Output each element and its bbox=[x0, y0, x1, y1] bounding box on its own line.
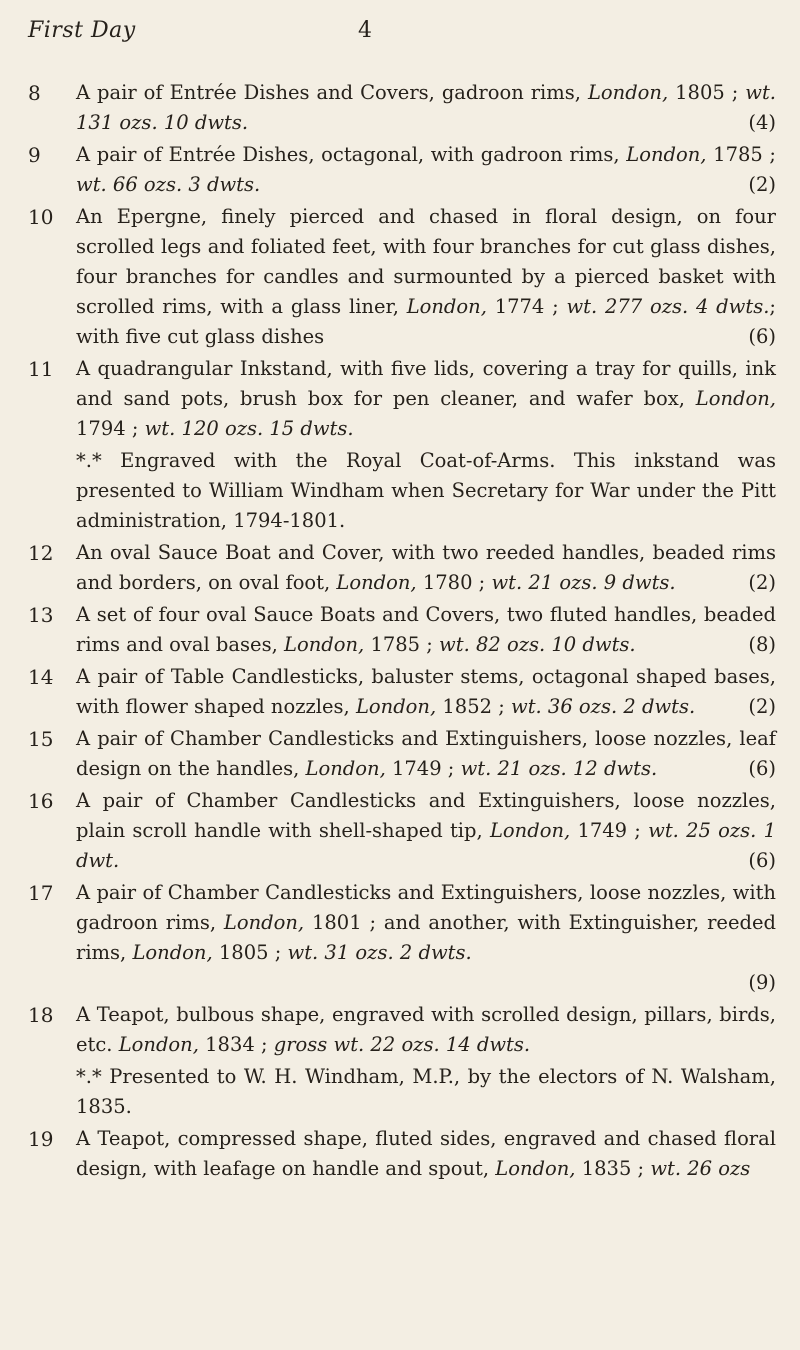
lot-year: 1774 ; bbox=[494, 295, 559, 318]
lot-17 bbox=[28, 878, 776, 998]
lot-place: London, bbox=[495, 1157, 582, 1180]
lot-description: A Teapot, compressed shape, fluted sides, engraved and chased floral design, with leafage on handle and spout, bbox=[76, 1127, 776, 1180]
lot-place: London, bbox=[336, 571, 423, 594]
lot-quantity: (4) bbox=[748, 111, 776, 134]
lot-year: 1749 ; bbox=[577, 819, 641, 842]
lot-year: 1835 ; bbox=[581, 1157, 645, 1180]
running-head: First Day bbox=[28, 18, 136, 43]
lot-number: 10 bbox=[28, 205, 54, 229]
lot-description: A set of four oval Sauce Boats and Covers, two fluted handles, beaded rims and oval bases, bbox=[76, 603, 776, 656]
lot-year: 1780 ; bbox=[422, 571, 486, 594]
lot-weight: wt. 66 ozs. 3 dwts. bbox=[76, 173, 261, 196]
note-marker: *.* bbox=[76, 1065, 102, 1088]
lot-quantity: (2) bbox=[748, 695, 776, 718]
lot-weight: wt. 36 ozs. 2 dwts. bbox=[511, 695, 696, 718]
lot-weight: wt. 82 ozs. 10 dwts. bbox=[439, 633, 636, 656]
lot-place-2: London, bbox=[132, 941, 219, 964]
lot-description: An oval Sauce Boat and Cover, with two reeded handles, beaded rims and borders, on oval foot, bbox=[76, 541, 776, 594]
lot-description: An Epergne, finely pierced and chased in floral design, on four scrolled legs and foliated feet, with four branches for cut glass dishes, four branches for candles and surmounted by a pierced basket with scrolled rims, with a glass liner, bbox=[76, 205, 776, 318]
lot-place: London, bbox=[587, 81, 676, 104]
lot-weight: wt. 131 ozs. 10 dwts. bbox=[76, 81, 776, 134]
lot-place: London, bbox=[355, 695, 443, 718]
lot-number: 11 bbox=[28, 357, 54, 381]
lot-place: London, bbox=[489, 819, 578, 842]
lot-number: 16 bbox=[28, 789, 54, 813]
lot-number: 8 bbox=[28, 81, 41, 105]
lot-year-2: 1805 ; bbox=[218, 941, 282, 964]
lot-weight: wt. 120 ozs. 15 dwts. bbox=[144, 417, 354, 440]
lot-year: 1834 ; bbox=[205, 1033, 268, 1056]
lot-quantity: (6) bbox=[748, 849, 776, 872]
lot-description: A pair of Chamber Candlesticks and Extinguishers, loose nozzles, with gadroon rims, bbox=[76, 881, 776, 934]
lot-place: London, bbox=[305, 757, 392, 780]
lot-15 bbox=[28, 724, 776, 784]
lot-place: London, bbox=[695, 387, 776, 410]
note-text: Engraved with the Royal Coat-of-Arms. This inkstand was presented to William Windham when Secretary for War under the Pitt administration, 1794-1801. bbox=[76, 449, 776, 532]
lot-year: 1785 ; bbox=[370, 633, 433, 656]
lot-place: London, bbox=[118, 1033, 206, 1056]
lot-description: A pair of Entrée Dishes and Covers, gadroon rims, bbox=[76, 81, 588, 104]
lot-number: 17 bbox=[28, 881, 54, 905]
lot-number: 18 bbox=[28, 1003, 54, 1027]
lot-quantity: (8) bbox=[748, 633, 776, 656]
lot-quantity: (9) bbox=[748, 971, 776, 994]
lot-number: 13 bbox=[28, 603, 54, 627]
lot-13 bbox=[28, 600, 776, 660]
lot-description: A quadrangular Inkstand, with five lids, covering a tray for quills, ink and sand pots, brush box for pen cleaner, and wafer box, bbox=[76, 357, 776, 410]
lot-year: 1749 ; bbox=[391, 757, 455, 780]
lot-19 bbox=[28, 1124, 776, 1184]
page-number: 4 bbox=[358, 18, 372, 43]
lot-quantity: (6) bbox=[748, 757, 776, 780]
lot-description: A pair of Entrée Dishes, octagonal, with gadroon rims, bbox=[76, 143, 627, 166]
lot-weight: wt. 21 ozs. 9 dwts. bbox=[491, 571, 676, 594]
lot-11 bbox=[28, 354, 776, 444]
lot-number: 9 bbox=[28, 143, 41, 167]
lot-18-note bbox=[28, 1062, 776, 1122]
lot-place: London, bbox=[223, 911, 312, 934]
lot-14 bbox=[28, 662, 776, 722]
lot-11-note bbox=[28, 446, 776, 536]
lot-weight: wt. 21 ozs. 12 dwts. bbox=[460, 757, 658, 780]
lot-18 bbox=[28, 1000, 776, 1060]
note-marker: *.* bbox=[76, 449, 102, 472]
lot-10 bbox=[28, 202, 776, 352]
lot-year: 1801 ; and another, with Extinguisher, reeded rims, bbox=[76, 911, 776, 964]
lot-year: 1794 ; bbox=[76, 417, 139, 440]
lot-list bbox=[28, 78, 776, 1186]
lot-description: A pair of Chamber Candlesticks and Extinguishers, loose nozzles, leaf design on the handles, bbox=[76, 727, 776, 780]
lot-place: London, bbox=[626, 143, 714, 166]
lot-year: 1805 ; bbox=[675, 81, 739, 104]
lot-place: London, bbox=[406, 295, 495, 318]
lot-quantity: (2) bbox=[748, 571, 776, 594]
lot-weight: wt. 26 ozs bbox=[650, 1157, 751, 1180]
lot-weight: wt. 31 ozs. 2 dwts. bbox=[287, 941, 472, 964]
lot-weight: wt. 25 ozs. 1 dwt. bbox=[76, 819, 776, 872]
lot-year: 1852 ; bbox=[442, 695, 505, 718]
lot-weight: wt. 277 ozs. 4 dwts. bbox=[566, 295, 770, 318]
lot-number: 15 bbox=[28, 727, 54, 751]
lot-quantity: (2) bbox=[748, 173, 776, 196]
lot-tail: ; with five cut glass dishes bbox=[76, 295, 776, 348]
note-text: Presented to W. H. Windham, M.P., by the electors of N. Walsham, 1835. bbox=[76, 1065, 776, 1118]
lot-year: 1785 ; bbox=[713, 143, 777, 166]
lot-place: London, bbox=[284, 633, 371, 656]
lot-number: 14 bbox=[28, 665, 54, 689]
lot-description: A pair of Table Candlesticks, baluster stems, octagonal shaped bases, with flower shaped nozzles, bbox=[76, 665, 776, 718]
lot-16 bbox=[28, 786, 776, 876]
lot-description: A pair of Chamber Candlesticks and Extinguishers, loose nozzles, plain scroll handle with shell-shaped tip, bbox=[76, 789, 776, 842]
lot-9 bbox=[28, 140, 776, 200]
lot-8 bbox=[28, 78, 776, 138]
lot-weight: gross wt. 22 ozs. 14 dwts. bbox=[273, 1033, 531, 1056]
lot-number: 19 bbox=[28, 1127, 54, 1151]
lot-number: 12 bbox=[28, 541, 54, 565]
lot-quantity: (6) bbox=[748, 325, 776, 348]
lot-description: A Teapot, bulbous shape, engraved with scrolled design, pillars, birds, etc. bbox=[76, 1003, 776, 1056]
lot-12 bbox=[28, 538, 776, 598]
